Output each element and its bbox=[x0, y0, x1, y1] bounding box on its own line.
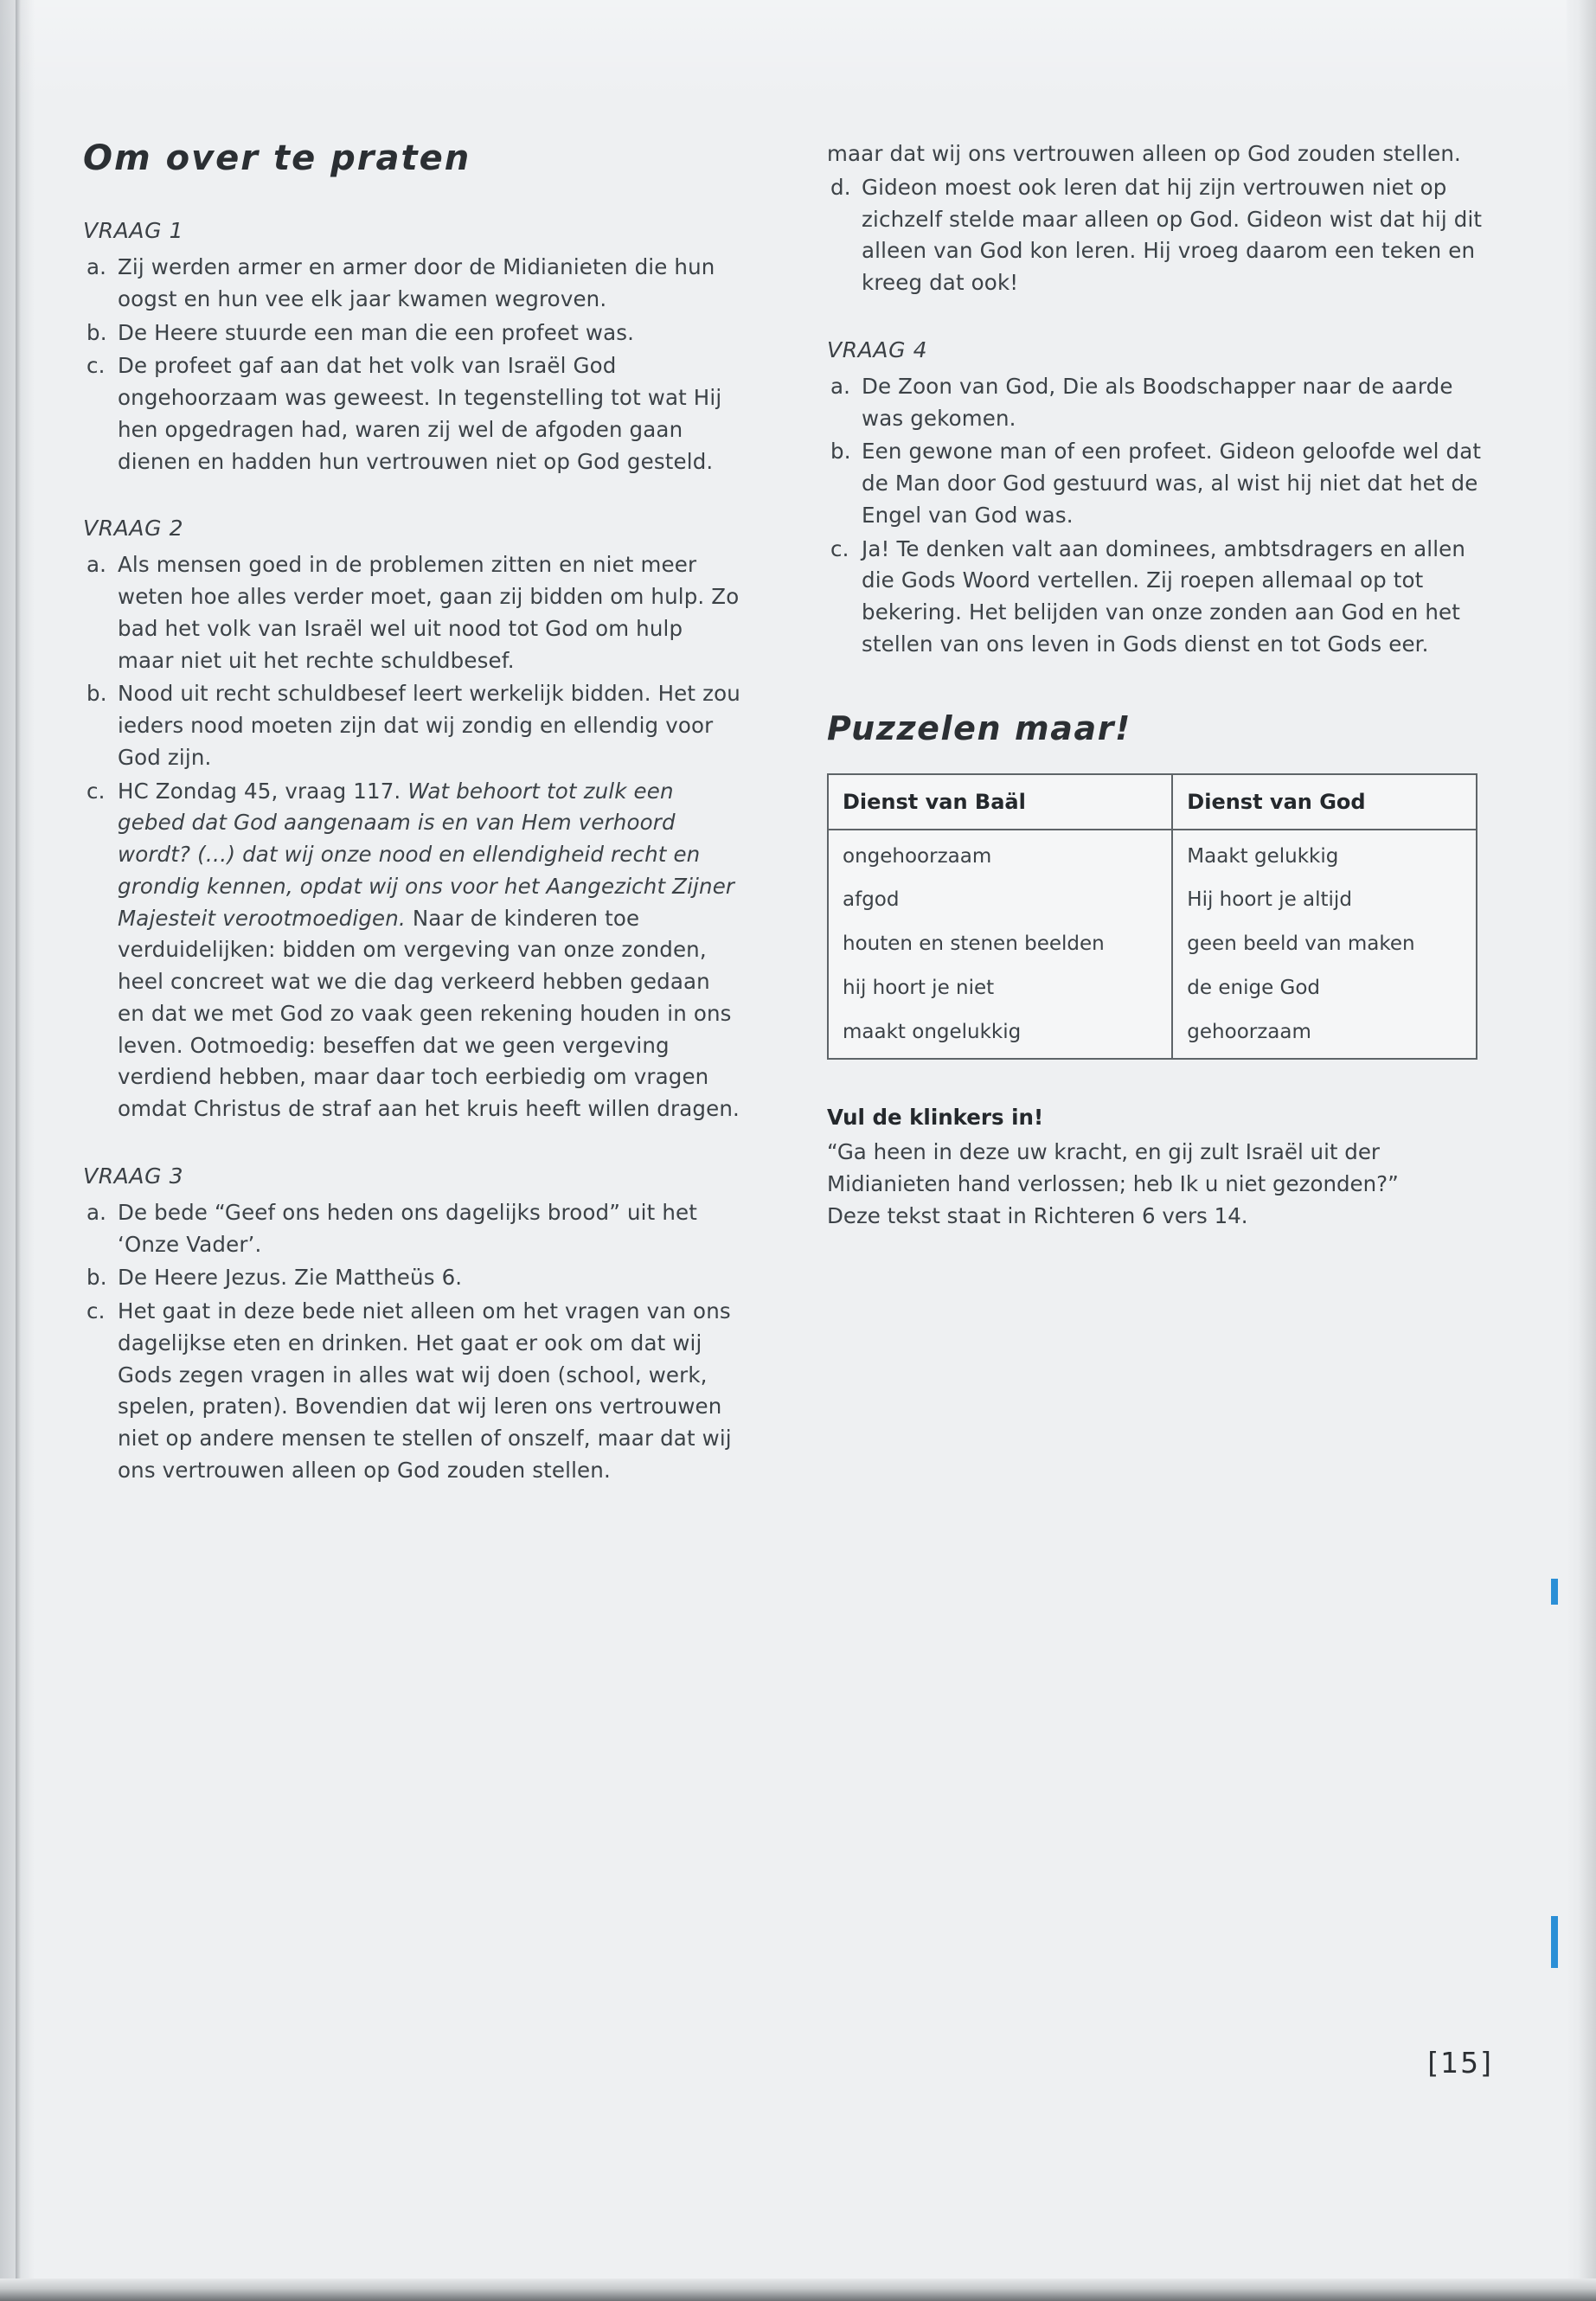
list-item bbox=[827, 371, 1484, 435]
table-row bbox=[828, 966, 1477, 1010]
question-block-3 bbox=[83, 1163, 740, 1487]
list-item bbox=[83, 1296, 740, 1487]
list-item bbox=[83, 678, 740, 773]
list-item bbox=[83, 776, 740, 1125]
spacer bbox=[827, 301, 1484, 337]
right-column bbox=[827, 138, 1484, 1233]
fill-in-heading: Vul de klinkers in! bbox=[827, 1105, 1044, 1131]
list-item bbox=[83, 317, 740, 349]
table-row bbox=[828, 878, 1477, 922]
answer-text: De Heere stuurde een man die een profeet was. bbox=[118, 319, 635, 345]
answer-text: De Zoon van God, Die als Boodschapper naar de aarde was gekomen. bbox=[862, 373, 1453, 431]
page-edge-right bbox=[1567, 0, 1596, 2301]
list-marker: b. bbox=[87, 319, 107, 345]
list-item bbox=[827, 172, 1484, 299]
puzzle-table bbox=[827, 773, 1477, 1061]
page-title: Om over te praten bbox=[83, 138, 471, 178]
answer-text: Nood uit recht schuldbesef leert werkelijk bidden. Het zou ieders nood moeten zijn dat wij zondig en ellendig voor God zijn. bbox=[118, 681, 740, 770]
question-block-1 bbox=[83, 218, 740, 478]
left-column bbox=[83, 138, 740, 1489]
cell-god: gehoorzaam bbox=[1172, 1010, 1477, 1060]
list-marker: a. bbox=[830, 373, 851, 399]
cell-baal: maakt ongelukkig bbox=[828, 1010, 1172, 1060]
cell-god: Hij hoort je altijd bbox=[1172, 878, 1477, 922]
question-block-2 bbox=[83, 516, 740, 1125]
answer-list-3-continued bbox=[827, 138, 1484, 299]
list-item bbox=[83, 252, 740, 316]
list-marker: a. bbox=[87, 1199, 107, 1225]
question-label-2: VRAAG 2 bbox=[83, 516, 184, 542]
puzzle-title: Puzzelen maar! bbox=[827, 708, 1131, 747]
cell-god: de enige God bbox=[1172, 966, 1477, 1010]
question-label-1: VRAAG 1 bbox=[83, 218, 184, 243]
answer-text-pre: HC Zondag 45, vraag 117. bbox=[118, 778, 408, 804]
table-row bbox=[828, 922, 1477, 966]
list-item bbox=[827, 138, 1484, 170]
list-marker: c. bbox=[87, 778, 106, 804]
cell-baal: houten en stenen beelden bbox=[828, 922, 1172, 966]
answer-text-post: Naar de kinderen toe verduidelijken: bidden om vergeving van onze zonden, heel concreet wat we die dag verkeerd hebben gedaan en dat we met God zo vaak geen rekening houden in ons leven. Ootmoedig: beseffen dat we geen vergeving verdiend hebben, maar daar toch eerbiedig om vragen omdat Christus de straf aan het kruis heeft willen dragen. bbox=[118, 905, 740, 1121]
fill-in-reference: Deze tekst staat in Richteren 6 vers 14. bbox=[827, 1202, 1248, 1228]
page-content bbox=[83, 138, 1519, 2154]
question-label-4: VRAAG 4 bbox=[827, 336, 928, 362]
list-marker: c. bbox=[87, 353, 106, 379]
fill-in-quote: “Ga heen in deze uw kracht, en gij zult Israël uit der Midianieten hand verlossen; heb Ik u niet gezonden?” bbox=[827, 1139, 1399, 1196]
spacer bbox=[83, 479, 740, 516]
margin-mark-blue-2 bbox=[1551, 1916, 1558, 1968]
answer-text: Zij werden armer en armer door de Midianieten die hun oogst en hun vee elk jaar kwamen wegroven. bbox=[118, 254, 715, 311]
cell-baal: hij hoort je niet bbox=[828, 966, 1172, 1010]
list-item bbox=[83, 1262, 740, 1294]
list-marker: c. bbox=[87, 1298, 106, 1324]
list-marker: c. bbox=[830, 535, 849, 561]
list-item bbox=[827, 436, 1484, 531]
answer-list-4 bbox=[827, 371, 1484, 661]
page-spine-shadow bbox=[16, 0, 21, 2301]
list-item bbox=[83, 350, 740, 478]
list-marker: b. bbox=[87, 1265, 107, 1291]
answer-text: De profeet gaf aan dat het volk van Israël God ongehoorzaam was geweest. In tegenstelling tot wat Hij hen opgedragen had, waren zij wel de afgoden gaan dienen en hadden hun vertrouwen niet op God gesteld. bbox=[118, 353, 722, 474]
answer-text-italic: Wat behoort tot zulk een gebed dat God aangenaam is en van Hem verhoord wordt? (…) dat wij onze nood en ellendigheid recht en grondig kennen, opdat wij ons voor het Aangezicht Zijner Majesteit verootmoedigen. bbox=[118, 778, 735, 931]
column-header-baal: Dienst van Baäl bbox=[828, 774, 1172, 830]
list-item bbox=[83, 549, 740, 676]
cell-god: geen beeld van maken bbox=[1172, 922, 1477, 966]
cell-baal: ongehoorzaam bbox=[828, 830, 1172, 879]
list-marker: b. bbox=[830, 439, 851, 465]
fill-in-body bbox=[827, 1137, 1484, 1232]
answer-text: Het gaat in deze bede niet alleen om het vragen van ons dagelijkse eten en drinken. Het gaat er ook om dat wij Gods zegen vragen in alles wat wij doen (school, werk, spelen, praten). Bovendien dat wij leren ons vertrouwen niet op andere mensen te stellen of onszelf, maar dat wij ons vertrouwen alleen op God zouden stellen. bbox=[118, 1298, 732, 1483]
table-row bbox=[828, 1010, 1477, 1060]
cell-baal: afgod bbox=[828, 878, 1172, 922]
answer-list-1 bbox=[83, 252, 740, 478]
page-number: [15] bbox=[1427, 2046, 1493, 2080]
table-row bbox=[828, 830, 1477, 879]
answer-list-2 bbox=[83, 549, 740, 1125]
list-marker: a. bbox=[87, 552, 107, 578]
answer-text: De Heere Jezus. Zie Mattheüs 6. bbox=[118, 1265, 463, 1291]
list-marker: d. bbox=[830, 174, 851, 200]
answer-text: Als mensen goed in de problemen zitten en niet meer weten hoe alles verder moet, gaan zij bidden om hulp. Zo bad het volk van Israël wel uit nood tot God om hulp maar niet uit het rechte schuldbesef. bbox=[118, 552, 740, 673]
answer-text: Gideon moest ook leren dat hij zijn vertrouwen niet op zichzelf stelde maar alleen op God. Gideon wist dat hij dit alleen van God kon leren. Hij vroeg daarom een teken en kreeg dat ook! bbox=[862, 174, 1483, 295]
page-edge-bottom bbox=[0, 2279, 1596, 2301]
question-label-3: VRAAG 3 bbox=[83, 1163, 184, 1189]
table-header-row bbox=[828, 774, 1477, 830]
cell-god: Maakt gelukkig bbox=[1172, 830, 1477, 879]
question-block-4 bbox=[827, 337, 1484, 661]
answer-text: De bede “Geef ons heden ons dagelijks brood” uit het ‘Onze Vader’. bbox=[118, 1199, 697, 1257]
answer-text-continued: maar dat wij ons vertrouwen alleen op God zouden stellen. bbox=[827, 141, 1461, 166]
list-item bbox=[83, 1197, 740, 1261]
margin-mark-blue-1 bbox=[1551, 1579, 1558, 1605]
answer-text: Ja! Te denken valt aan dominees, ambtsdragers en allen die Gods Woord vertellen. Zij roepen allemaal op tot bekering. Het belijden van onze zonden aan God en het stellen van ons leven in Gods dienst en tot Gods eer. bbox=[862, 535, 1466, 657]
list-marker: b. bbox=[87, 681, 107, 707]
column-header-god: Dienst van God bbox=[1172, 774, 1477, 830]
list-marker: a. bbox=[87, 254, 107, 279]
spacer bbox=[83, 1127, 740, 1163]
answer-list-3 bbox=[83, 1197, 740, 1487]
answer-text: Een gewone man of een profeet. Gideon geloofde wel dat de Man door God gestuurd was, al wist hij niet dat het de Engel van God was. bbox=[862, 439, 1482, 528]
list-item bbox=[827, 534, 1484, 661]
